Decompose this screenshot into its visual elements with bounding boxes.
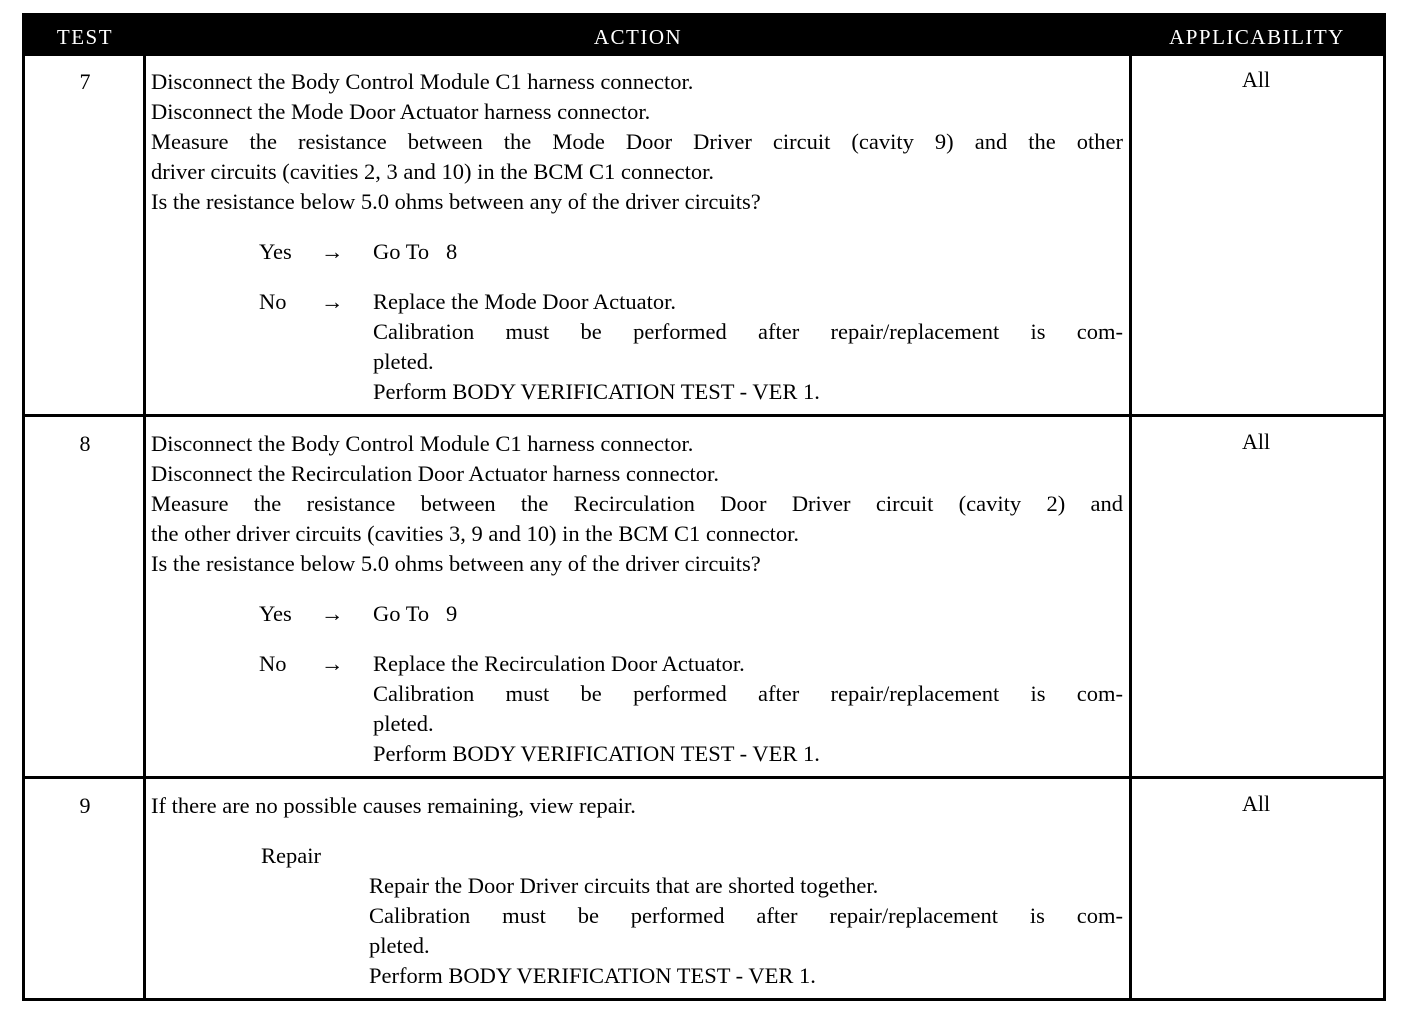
no-label: No <box>259 651 287 676</box>
no-label: No <box>259 289 287 314</box>
yes-label: Yes <box>259 239 292 264</box>
action-line: Measure the resistance between the Recirculation Door Driver circuit (cavity 2) and <box>151 491 1123 516</box>
arrow-icon: → <box>321 651 344 676</box>
yes-action: Go To 9 <box>373 601 458 626</box>
arrow-icon: → <box>321 239 344 264</box>
repair-action-line: Calibration must be performed after repair/replacement is com- <box>369 903 1123 928</box>
repair-label: Repair <box>261 843 321 868</box>
header-action: ACTION <box>593 25 683 49</box>
test-table <box>22 13 1386 1001</box>
column-divider <box>143 56 146 998</box>
action-line: Disconnect the Body Control Module C1 harness connector. <box>151 431 694 456</box>
action-line: Disconnect the Body Control Module C1 harness connector. <box>151 69 694 94</box>
column-divider <box>1129 56 1132 998</box>
header-test: TEST <box>56 25 114 49</box>
no-action-line: Calibration must be performed after repair/replacement is com- <box>373 681 1123 706</box>
arrow-icon: → <box>321 601 344 626</box>
action-line: the other driver circuits (cavities 3, 9 and 10) in the BCM C1 connector. <box>151 521 799 546</box>
action-line: Disconnect the Recirculation Door Actuator harness connector. <box>151 461 719 486</box>
action-line: driver circuits (cavities 2, 3 and 10) in the BCM C1 connector. <box>151 159 714 184</box>
applicability-value: All <box>1241 67 1271 92</box>
no-action-line: pleted. <box>373 349 434 374</box>
arrow-icon: → <box>321 289 344 314</box>
row-divider <box>25 414 1383 417</box>
no-action-line: Replace the Recirculation Door Actuator. <box>373 651 745 676</box>
no-action-line: Perform BODY VERIFICATION TEST - VER 1. <box>373 379 820 404</box>
yes-label: Yes <box>259 601 292 626</box>
repair-action-line: Repair the Door Driver circuits that are shorted together. <box>369 873 879 898</box>
test-number: 7 <box>79 69 91 94</box>
row-divider <box>25 776 1383 779</box>
no-action-line: Replace the Mode Door Actuator. <box>373 289 677 314</box>
action-line: If there are no possible causes remaining, view repair. <box>151 793 636 818</box>
no-action-line: pleted. <box>373 711 434 736</box>
applicability-value: All <box>1241 791 1271 816</box>
no-action-line: Perform BODY VERIFICATION TEST - VER 1. <box>373 741 820 766</box>
action-line: Disconnect the Mode Door Actuator harness connector. <box>151 99 651 124</box>
yes-action: Go To 8 <box>373 239 458 264</box>
header-applicability: APPLICABILITY <box>1169 25 1345 49</box>
no-action-line: Calibration must be performed after repair/replacement is com- <box>373 319 1123 344</box>
repair-action-line: Perform BODY VERIFICATION TEST - VER 1. <box>369 963 816 988</box>
applicability-value: All <box>1241 429 1271 454</box>
table-header <box>25 16 1383 56</box>
action-line: Measure the resistance between the Mode Door Driver circuit (cavity 9) and the other <box>151 129 1123 154</box>
test-number: 9 <box>79 793 91 818</box>
repair-action-line: pleted. <box>369 933 430 958</box>
action-line: Is the resistance below 5.0 ohms between any of the driver circuits? <box>151 551 761 576</box>
action-line: Is the resistance below 5.0 ohms between any of the driver circuits? <box>151 189 761 214</box>
test-number: 8 <box>79 431 91 456</box>
